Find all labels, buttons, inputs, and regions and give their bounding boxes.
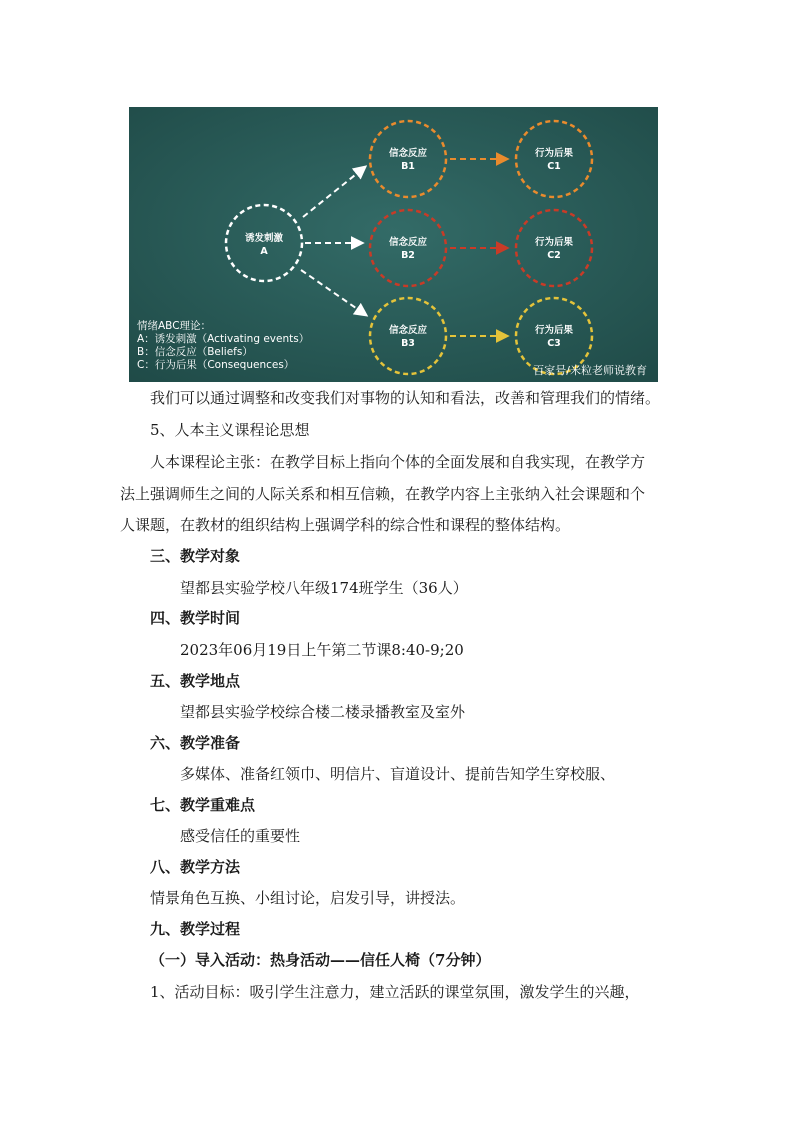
paragraph-humanistic-line3: 人课题，在教材的组织结构上强调学科的综合性和课程的整体结构。 — [120, 516, 571, 534]
teaching-preparation-text: 多媒体、准备红领巾、明信片、盲道设计、提前告知学生穿校服、 — [180, 765, 616, 783]
legend-c: C：行为后果（Consequences） — [137, 359, 295, 371]
section-teaching-location: 五、教学地点 — [150, 672, 241, 690]
paragraph-humanistic-line1: 人本课程论主张：在教学目标上指向个体的全面发展和自我实现，在教学方 — [150, 453, 646, 471]
node-a-code: A — [260, 246, 268, 257]
teaching-location-text: 望都县实验学校综合楼二楼录播教室及室外 — [180, 703, 466, 721]
node-b2-code: B2 — [401, 250, 415, 261]
node-b1-label: 信念反应 — [388, 148, 428, 159]
node-c3-label: 行为后果 — [534, 325, 574, 336]
teaching-method-text: 情景角色互换、小组讨论，启发引导，讲授法。 — [150, 889, 466, 907]
watermark: 百家号/米粒老师说教育 — [533, 364, 647, 377]
activity-goal-line: 1、活动目标：吸引学生注意力，建立活跃的课堂氛围，激发学生的兴趣， — [150, 983, 640, 1001]
legend-a: A：诱发刺激（Activating events） — [137, 333, 310, 345]
legend-title: 情绪ABC理论： — [137, 320, 212, 332]
key-points-text: 感受信任的重要性 — [180, 827, 301, 845]
abc-theory-diagram — [129, 107, 658, 382]
heading-humanistic-curriculum: 5、人本主义课程论思想 — [150, 421, 310, 439]
node-c1-label: 行为后果 — [534, 148, 574, 159]
node-b2-label: 信念反应 — [388, 237, 428, 248]
subsection-warmup: （一）导入活动：热身活动——信任人椅（7分钟） — [150, 951, 491, 969]
teaching-time-text: 2023年06月19日上午第二节课8:40-9;20 — [180, 641, 464, 659]
node-c2-label: 行为后果 — [534, 237, 574, 248]
section-teaching-method: 八、教学方法 — [150, 858, 241, 876]
section-teaching-process: 九、教学过程 — [150, 920, 241, 938]
node-c1-code: C1 — [547, 161, 561, 172]
node-c2-code: C2 — [547, 250, 561, 261]
section-teaching-time: 四、教学时间 — [150, 609, 241, 627]
legend-b: B：信念反应（Beliefs） — [137, 346, 253, 358]
section-teaching-object: 三、教学对象 — [150, 547, 241, 565]
node-b3-code: B3 — [401, 338, 415, 349]
node-a-label: 诱发刺激 — [244, 233, 284, 244]
node-c3-code: C3 — [547, 338, 561, 349]
node-b1-code: B1 — [401, 161, 415, 172]
section-teaching-preparation: 六、教学准备 — [150, 734, 241, 752]
paragraph-emotion-management: 我们可以通过调整和改变我们对事物的认知和看法，改善和管理我们的情绪。 — [150, 389, 661, 407]
paragraph-humanistic-line2: 法上强调师生之间的人际关系和相互信赖，在教学内容上主张纳入社会课题和个 — [120, 485, 646, 503]
section-key-points: 七、教学重难点 — [150, 796, 256, 814]
teaching-object-text: 望都县实验学校八年级174班学生（36人） — [180, 579, 468, 597]
node-b3-label: 信念反应 — [388, 325, 428, 336]
